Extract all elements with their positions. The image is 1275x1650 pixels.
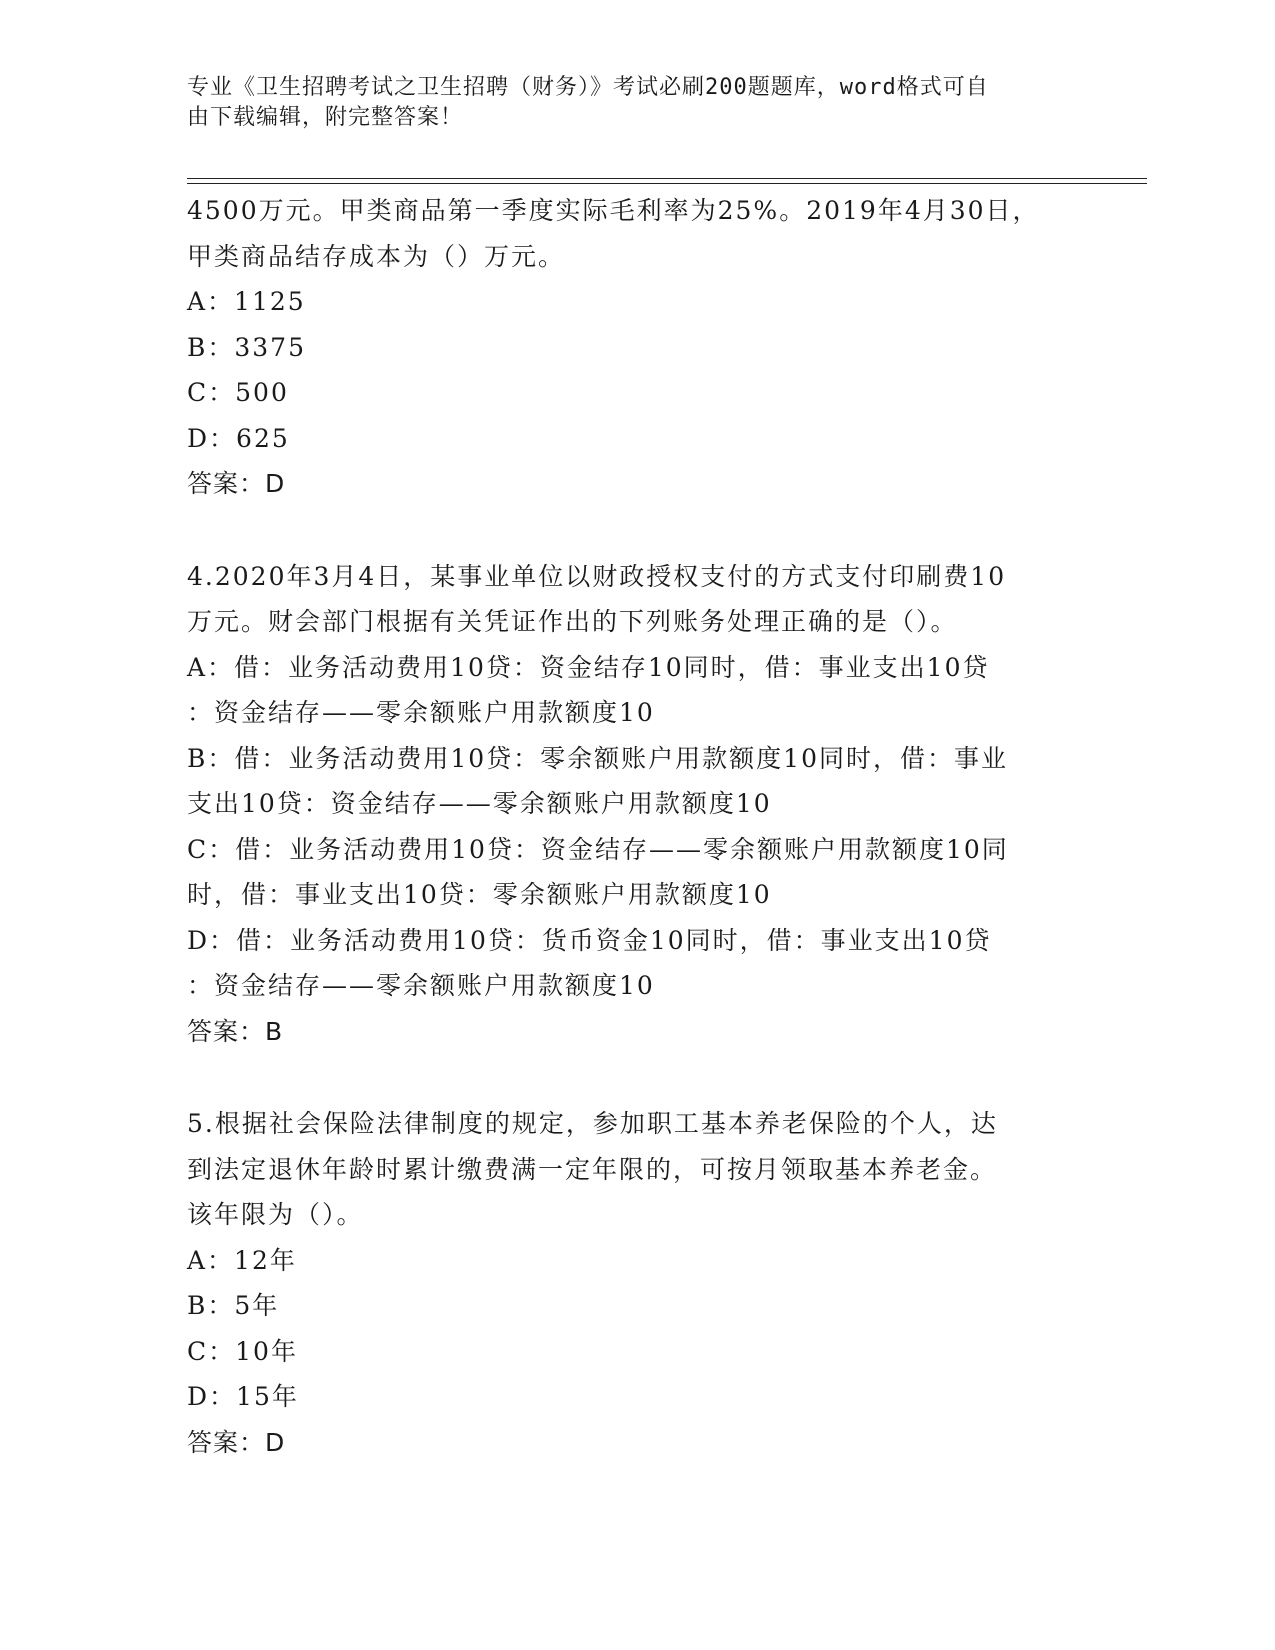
question-4-option-c-line-2: 时，借：事业支出10贷：零余额账户用款额度10 (187, 880, 772, 909)
question-4-option-b-line-1: B：借：业务活动费用10贷：零余额账户用款额度10同时，借：事业 (187, 743, 1008, 773)
question-3-option-a: A：1125 (187, 287, 306, 316)
question-4-option-b-line-2: 支出10贷：资金结存——零余额账户用款额度10 (187, 789, 772, 818)
question-3-stem-line-2: 甲类商品结存成本为（）万元。 (187, 241, 566, 271)
question-4-option-a-line-1: A：借：业务活动费用10贷：资金结存10同时，借：事业支出10贷 (187, 652, 990, 682)
question-5-stem-line-1: 5.根据社会保险法律制度的规定，参加职工基本养老保险的个人，达 (187, 1109, 998, 1138)
spacer (187, 1054, 1087, 1101)
question-list (187, 188, 1087, 1465)
question-4-option-c-line-1: C：借：业务活动费用10贷：资金结存——零余额账户用款额度10同 (187, 834, 1009, 864)
header-divider-top (187, 178, 1147, 179)
question-5-stem-line-3: 该年限为（）。 (187, 1200, 364, 1229)
question-4-option-d-line-1: D：借：业务活动费用10贷：货币资金10同时，借：事业支出10贷 (187, 925, 992, 955)
question-3-stem-line-1: 4500万元。甲类商品第一季度实际毛利率为25%。2019年4月30日， (187, 196, 1040, 225)
question-4 (187, 554, 1087, 1055)
question-4-option-d-line-2: ：资金结存——零余额账户用款额度10 (187, 971, 655, 1000)
question-3-option-d: D：625 (187, 423, 290, 453)
question-5-answer: 答案：D (187, 1427, 286, 1457)
question-4-answer: 答案：B (187, 1016, 284, 1046)
question-5-option-a: A：12年 (187, 1245, 297, 1275)
question-4-option-a-line-2: ：资金结存——零余额账户用款额度10 (187, 698, 655, 727)
question-5-option-c: C：10年 (187, 1336, 298, 1366)
question-3-option-b: B：3375 (187, 332, 306, 362)
question-4-stem-line-1: 4.2020年3月4日，某事业单位以财政授权支付的方式支付印刷费10 (187, 561, 1007, 591)
header-line-1: 专业《卫生招聘考试之卫生招聘（财务）》考试必刷200题题库，word格式可自 (187, 75, 989, 100)
question-5-option-d: D：15年 (187, 1382, 299, 1411)
question-5 (187, 1101, 1087, 1465)
question-5-stem-line-2: 到法定退休年龄时累计缴费满一定年限的，可按月领取基本养老金。 (187, 1154, 998, 1184)
header-line-2: 由下载编辑，附完整答案！ (187, 105, 464, 130)
header-divider-bottom (187, 183, 1147, 184)
spacer (187, 507, 1087, 554)
question-3-answer: 答案：D (187, 469, 286, 498)
document-header (187, 73, 1067, 133)
question-3-option-c: C：500 (187, 378, 289, 407)
question-5-option-b: B：5年 (187, 1291, 280, 1320)
question-3 (187, 188, 1087, 507)
question-4-stem-line-2: 万元。财会部门根据有关凭证作出的下列账务处理正确的是（）。 (187, 607, 958, 636)
